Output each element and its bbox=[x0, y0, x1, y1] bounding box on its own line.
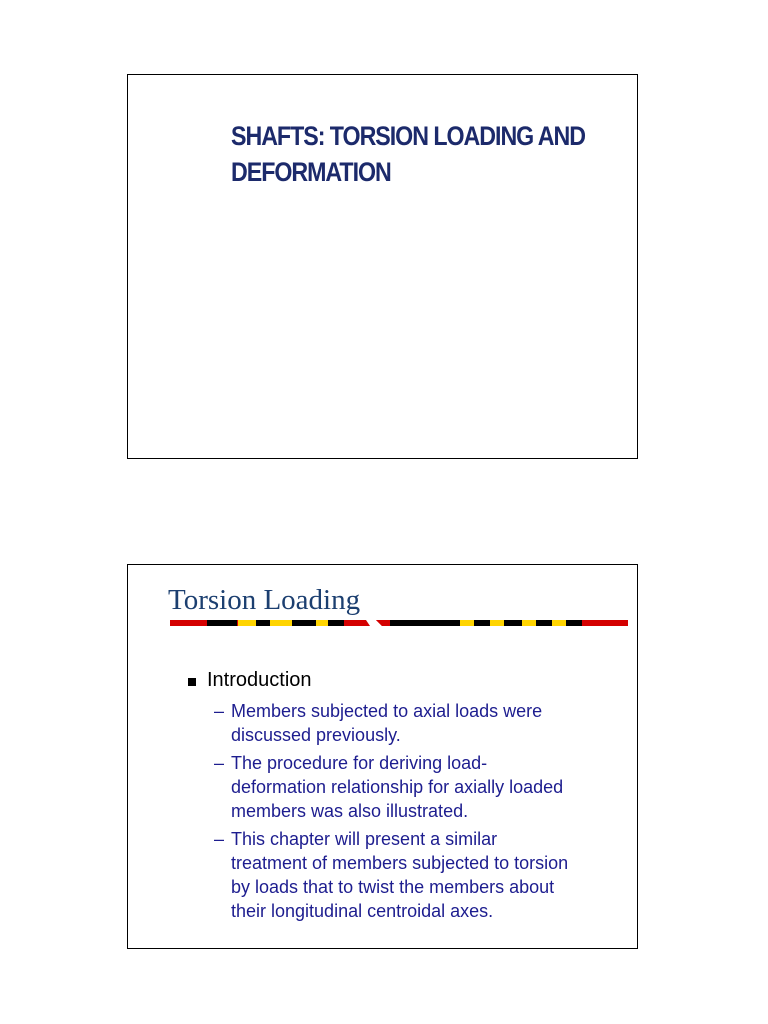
sub-bullet-item bbox=[214, 827, 624, 923]
slide-title-heading bbox=[231, 118, 627, 190]
bullet-label: Introduction bbox=[207, 669, 312, 691]
bullet-introduction bbox=[188, 667, 312, 693]
dash-bullet: – bbox=[214, 701, 225, 721]
text-line: their longitudinal centroidal axes. bbox=[231, 901, 494, 921]
text-line: This chapter will present a similar bbox=[231, 829, 498, 849]
decorative-stripe bbox=[170, 620, 628, 626]
text-line: The procedure for deriving load- bbox=[231, 753, 488, 773]
title-line-1: SHAFTS: TORSION LOADING AND bbox=[231, 121, 585, 151]
text-line: treatment of members subjected to torsion bbox=[231, 853, 569, 873]
slide-heading: Torsion Loading bbox=[168, 584, 361, 616]
sub-bullet-item bbox=[214, 699, 624, 747]
text-line: discussed previously. bbox=[231, 725, 401, 745]
text-line: by loads that to twist the members about bbox=[231, 877, 555, 897]
sub-bullet-text bbox=[231, 699, 624, 747]
slide-title bbox=[127, 74, 638, 459]
dash-bullet: – bbox=[214, 829, 225, 849]
square-bullet-icon bbox=[188, 678, 196, 686]
sub-bullet-text bbox=[231, 751, 624, 823]
sub-bullet-item bbox=[214, 751, 624, 823]
title-line-2: DEFORMATION bbox=[231, 157, 391, 187]
sub-bullet-list bbox=[214, 699, 624, 927]
text-line: members was also illustrated. bbox=[231, 801, 469, 821]
slide-torsion-loading bbox=[127, 564, 638, 949]
sub-bullet-text bbox=[231, 827, 624, 923]
dash-bullet: – bbox=[214, 753, 225, 773]
text-line: Members subjected to axial loads were bbox=[231, 701, 543, 721]
text-line: deformation relationship for axially loaded bbox=[231, 777, 564, 797]
